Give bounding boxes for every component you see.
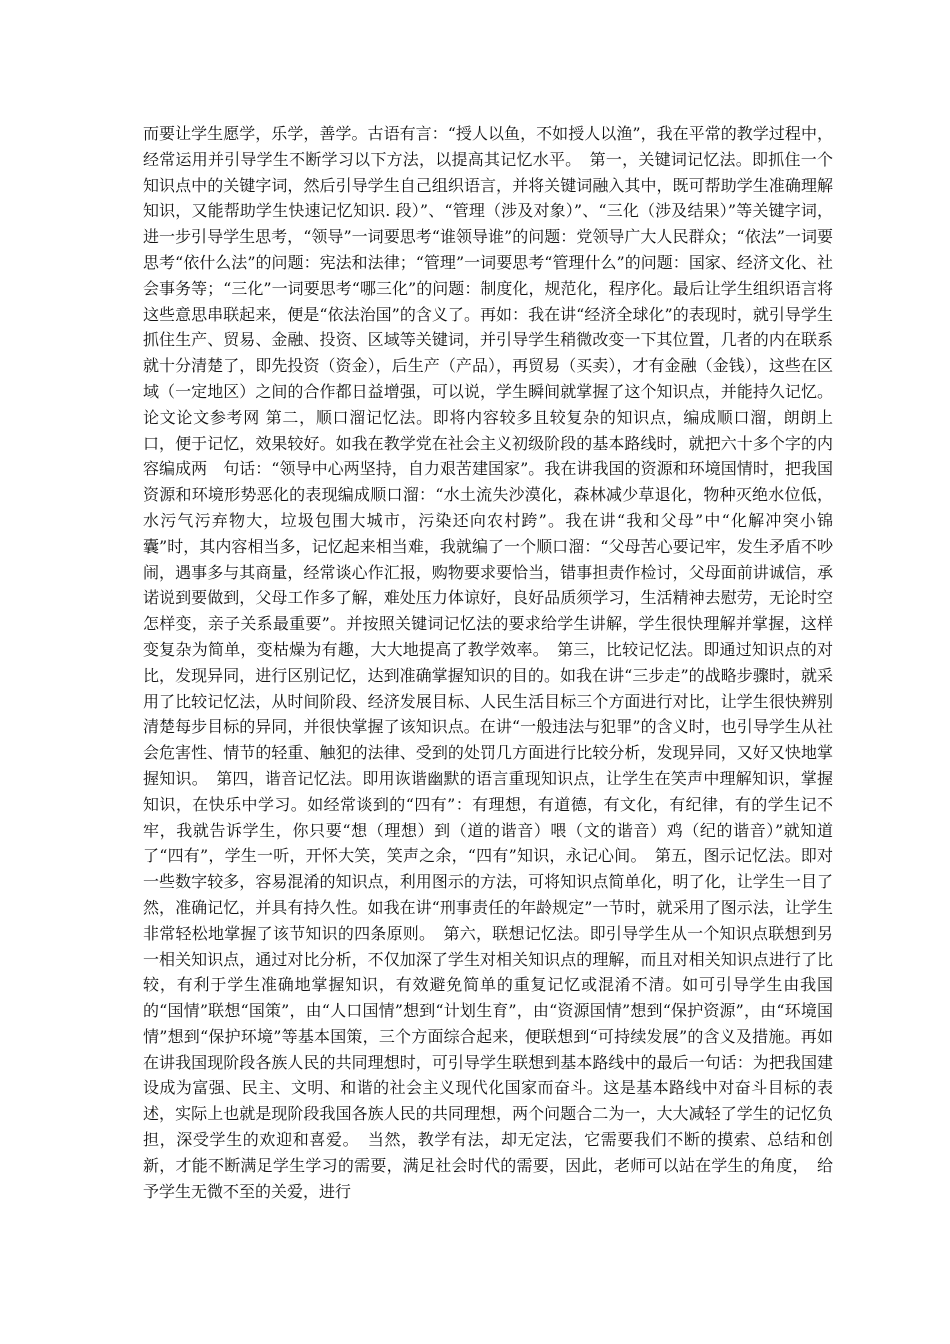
body-paragraph: 而要让学生愿学，乐学，善学。古语有言：“授人以鱼，不如授人以渔”，我在平常的教学过程中，经常运用并引导学生不断学习以下方法，以提高其记忆水平。 第一，关键词记忆法。即抓住一个知识点中的关键字词，然后引导学生自己组织语言，并将关键词融入其中，既可帮助学生准确理解知识，又能帮助学生快速记忆知识. 段）”、“管理（涉及对象）”、“三化（涉及结果）”等关键字词，进一步引导学生思考，“领导”一词要思考“谁领导谁”的问题：党领导广大人民群众；“依法”一词要思考“依什么法”的问题：宪法和法律；“管理”一词要思考“管理什么”的问题：国家、经济文化、社会事务等；“三化”一词要思考“哪三化”的问题：制度化，规范化，程序化。最后让学生组织语言将这些意思串联起来，便是“依法治国”的含义了。再如：我在讲“经济全球化”的表现时，就引导学生抓住生产、贸易、金融、投资、区域等关键词，并引导学生稍微改变一下其位置，几者的内在联系就十分清楚了，即先投资（资金），后生产（产品），再贸易（买卖），才有金融（金钱），这些在区域（一定地区）之间的合作都日益增强，可以说，学生瞬间就掌握了这个知识点，并能持久记忆。论文论文参考网 第二，顺口溜记忆法。即将内容较多且较复杂的知识点，编成顺口溜，朗朗上口，便于记忆，效果较好。如我在教学党在社会主义初级阶段的基本路线时，就把六十多个字的内容编成两 句话：“领导中心两坚持，自力艰苦建国家”。我在讲我国的资源和环境国情时，把我国资源和环境形势恶化的表现编成顺口溜：“水土流失沙漠化，森林减少草退化，物种灭绝水位低，水污气污弃物大，垃圾包围大城市，污染还向农村跨”。我在讲“我和父母”中“化解冲突小锦囊”时，其内容相当多，记忆起来相当难，我就编了一个顺口溜：“父母苦心要记牢，发生矛盾不吵闹，遇事多与其商量，经常谈心作汇报，购物要求要恰当，错事担责作检讨，父母面前讲诚信，承诺说到要做到，父母工作多了解，难处压力体谅好，良好品质须学习，生活精神去慰劳，无论时空怎样变，亲子关系最重要”。并按照关键词记忆法的要求给学生讲解，学生很快理解并掌握，这样变复杂为简单，变枯燥为有趣，大大地提高了教学效率。 第三，比较记忆法。即通过知识点的对比，发现异同，进行区别记忆，达到准确掌握知识的目的。如我在讲“三步走”的战略步骤时，就采用了比较记忆法，从时间阶段、经济发展目标、人民生活目标三个方面进行对比，让学生很快辨别清楚每步目标的异同，并很快掌握了该知识点。在讲“一般违法与犯罪”的含义时，也引导学生从社会危害性、情节的轻重、触犯的法律、受到的处罚几方面进行比较分析，发现异同，又好又快地掌握知识。 第四，谐音记忆法。即用诙谐幽默的语言重现知识点，让学生在笑声中理解知识，掌握知识，在快乐中学习。如经常谈到的“四有”：有理想，有道德，有文化，有纪律，有的学生记不牢，我就告诉学生，你只要“想（理想）到（道的谐音）喂（文的谐音）鸡（纪的谐音）”就知道了“四有”，学生一听，开怀大笑，笑声之余，“四有”知识，永记心间。 第五，图示记忆法。即对一些数字较多，容易混淆的知识点，利用图示的方法，可将知识点简单化，明了化，让学生一目了然，准确记忆，并具有持久性。如我在讲“刑事责任的年龄规定”一节时，就采用了图示法，让学生非常轻松地掌握了该节知识的四条原则。 第六，联想记忆法。即引导学生从一个知识点联想到另一相关知识点，通过对比分析，不仅加深了学生对相关知识点的理解，而且对相关知识点进行了比较，有利于学生准确地掌握知识，有效避免简单的重复记忆或混淆不清。如可引导学生由我国的“国情”联想“国策”，由“人口国情”想到“计划生育”，由“资源国情”想到“保护资源”，由“环境国情”想到“保护环境”等基本国策，三个方面综合起来，便联想到“可持续发展”的含义及措施。再如在讲我国现阶段各族人民的共同理想时，可引导学生联想到基本路线中的最后一句话：为把我国建设成为富强、民主、文明、和谐的社会主义现代化国家而奋斗。这是基本路线中对奋斗目标的表述，实际上也就是现阶段我国各族人民的共同理想，两个问题合二为一，大大减轻了学生的记忆负担，深受学生的欢迎和喜爱。 当然，教学有法，却无定法，它需要我们不断的摸索、总结和创新，才能不断满足学生学习的需要，满足社会时代的需要，因此，老师可以站在学生的角度， 给予学生无微不至的关爱，进行 bbox=[143, 124, 833, 1201]
